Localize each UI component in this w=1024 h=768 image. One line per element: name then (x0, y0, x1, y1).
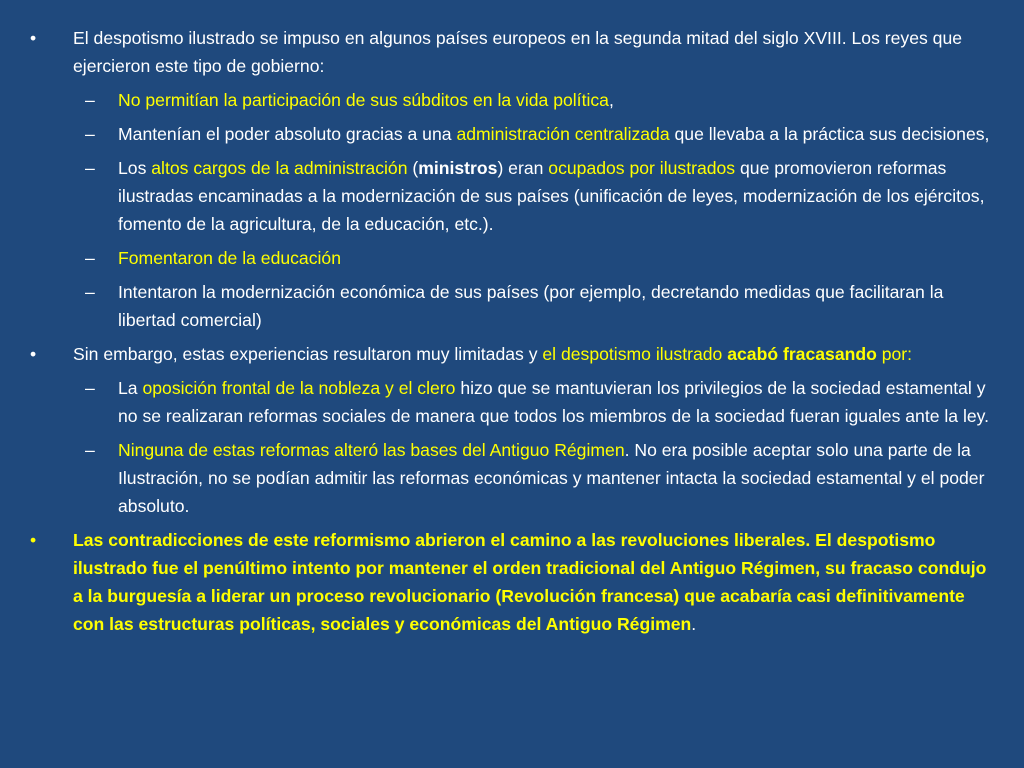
bold-text: ministros (418, 158, 498, 178)
bullet-marker: • (30, 530, 37, 550)
plain-text: Mantenían el poder absoluto gracias a una (118, 124, 457, 144)
dash-marker: – (85, 440, 95, 460)
plain-text: . (691, 614, 697, 634)
highlight-text: administración centralizada (456, 124, 670, 144)
highlight-text: ocupados por ilustrados (548, 158, 736, 178)
bullet-text: El despotismo ilustrado se impuso en algunos países europeos en la segunda mitad del siglo XVIII. Los reyes que ejercieron este tipo de gobierno: (73, 28, 963, 76)
plain-text: La (118, 378, 143, 398)
subbullet-educacion (30, 244, 1000, 272)
plain-text: . No era posible aceptar solo una parte de la Ilustración, no se podían admitir las reformas económicas y mantener intacta la sociedad estamental y el poder absoluto. (118, 440, 985, 516)
highlight-text: oposición frontal de la nobleza y el clero (142, 378, 456, 398)
dash-marker: – (85, 90, 95, 110)
highlight-bold-text: Las contradicciones de este reformismo abrieron el camino a las revoluciones liberales. El despotismo ilustrado fue el penúltimo intento por mantener el orden tradicional del Antiguo Régimen, su fracaso condujo a la burguesía a liderar un proceso revolucionario (Revolución francesa) que acabaría casi definitivamente con las estructuras políticas, sociales y económicas del Antiguo Régimen (73, 530, 987, 634)
bullet-contradicciones (30, 526, 1000, 638)
dash-marker: – (85, 124, 95, 144)
highlight-text: por: (876, 344, 913, 364)
subbullet-altos-cargos (30, 154, 1000, 238)
plain-text: que llevaba a la práctica sus decisiones, (669, 124, 990, 144)
bullet-despotismo-intro (30, 24, 1000, 80)
dash-marker: – (85, 158, 95, 178)
plain-text: Intentaron la modernización económica de sus países (por ejemplo, decretando medidas que facilitaran la libertad comercial) (118, 282, 944, 330)
highlight-text: altos cargos de la administración (151, 158, 408, 178)
subbullet-poder-absoluto (30, 120, 1000, 148)
slide-content (30, 24, 1000, 644)
bullet-marker: • (30, 344, 37, 364)
subbullet-bases-antiguo-regimen (30, 436, 1000, 520)
plain-text: que promovieron reformas ilustradas encaminadas a la modernización de sus países (unificación de leyes, modernización de los ejércitos, fomento de la agricultura, de la educación, etc.). (118, 158, 985, 234)
subbullet-participacion (30, 86, 1000, 114)
bullet-marker: • (30, 28, 37, 48)
plain-text: Sin embargo, estas experiencias resultaron muy limitadas y (73, 344, 543, 364)
plain-text: ) eran (497, 158, 549, 178)
highlight-text: Fomentaron de la educación (118, 248, 341, 268)
plain-text: hizo que se mantuvieran los privilegios de la sociedad estamental y no se realizaran reformas sociales de manera que todos los miembros de la sociedad fueran iguales ante la ley. (118, 378, 990, 426)
highlight-text: el despotismo ilustrado (542, 344, 728, 364)
dash-marker: – (85, 248, 95, 268)
plain-text: , (608, 90, 614, 110)
highlight-bold-text: acabó fracasando (727, 344, 877, 364)
dash-marker: – (85, 378, 95, 398)
dash-marker: – (85, 282, 95, 302)
subbullet-oposicion-nobleza (30, 374, 1000, 430)
highlight-text: Ninguna de estas reformas alteró las bases del Antiguo Régimen (118, 440, 625, 460)
bullet-limitaciones (30, 340, 1000, 368)
highlight-text: No permitían la participación de sus súbditos en la vida política (118, 90, 609, 110)
plain-text: ( (407, 158, 419, 178)
plain-text: Los (118, 158, 152, 178)
subbullet-modernizacion-economica (30, 278, 1000, 334)
